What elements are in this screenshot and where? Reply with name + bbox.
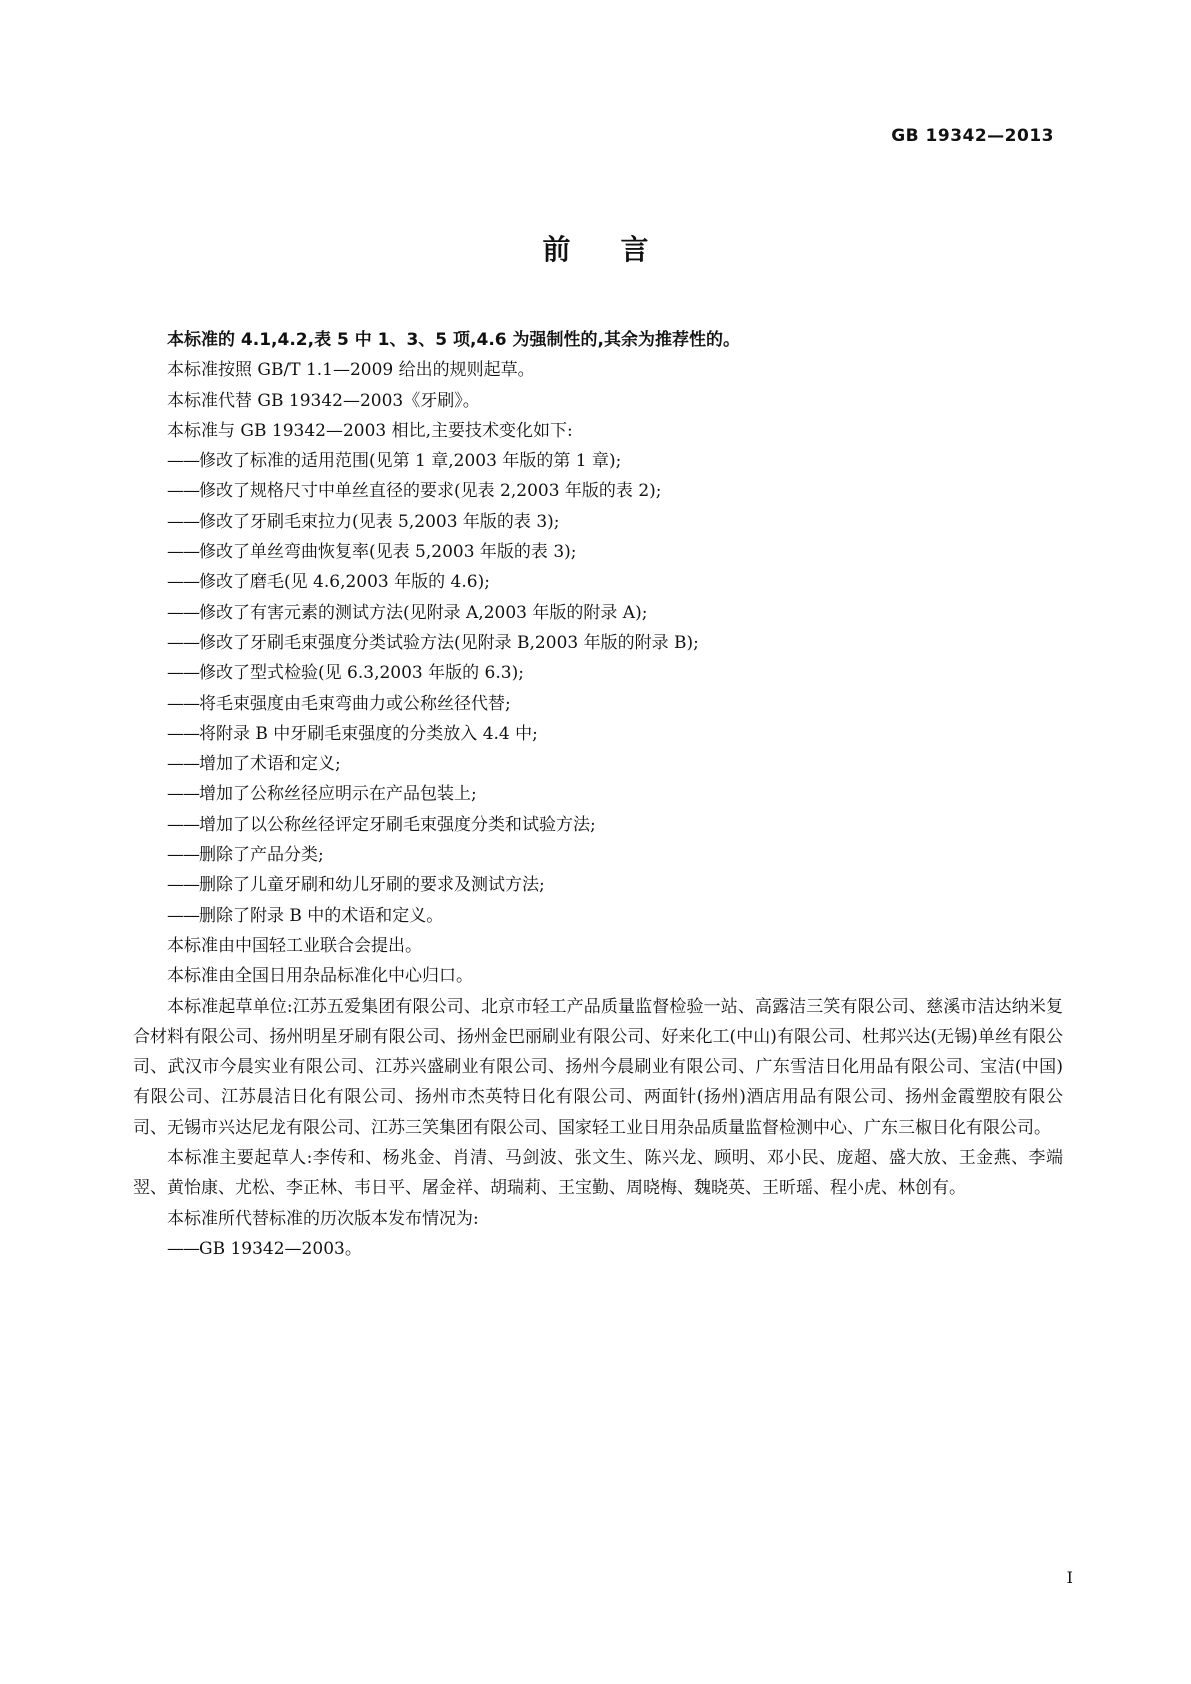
dash-mark: ——: [167, 451, 199, 472]
standard-number: GB 19342—2013: [891, 126, 1054, 146]
change-item: ——修改了磨毛(见 4.6,2003 年版的 4.6);: [133, 567, 1063, 597]
changes-intro: 本标准与 GB 19342—2003 相比,主要技术变化如下:: [167, 420, 573, 441]
dash-mark: ——: [167, 481, 199, 502]
dash-mark: ——: [167, 784, 199, 805]
changes-list: [133, 446, 1063, 931]
change-item: ——修改了规格尺寸中单丝直径的要求(见表 2,2003 年版的表 2);: [133, 476, 1063, 506]
dash-mark: ——: [167, 511, 199, 532]
proposer-statement: 本标准由中国轻工业联合会提出。: [167, 935, 422, 956]
drafting-rule: 本标准按照 GB/T 1.1—2009 给出的规则起草。: [167, 360, 535, 381]
foreword-body: [133, 325, 1063, 1264]
main-drafters: 本标准主要起草人:李传和、杨兆金、肖清、马剑波、张文生、陈兴龙、顾明、邓小民、庞超、盛大放、王金燕、李端翌、黄怡康、尤松、李正林、韦日平、屠金祥、胡瑞莉、王宝勤、周晓梅、魏晓英、王昕瑶、程小虎、林创有。: [133, 1148, 1063, 1199]
change-item: ——删除了儿童牙刷和幼儿牙刷的要求及测试方法;: [133, 870, 1063, 900]
dash-mark: ——: [167, 1238, 199, 1259]
dash-mark: ——: [167, 905, 199, 926]
mandatory-clause: 本标准的 4.1,4.2,表 5 中 1、3、5 项,4.6 为强制性的,其余为推荐性的。: [167, 330, 741, 350]
dash-mark: ——: [167, 693, 199, 714]
drafting-units: 本标准起草单位:江苏五爱集团有限公司、北京市轻工产品质量监督检验一站、高露洁三笑有限公司、慈溪市洁达纳米复合材料有限公司、扬州明星牙刷有限公司、扬州金巴丽刷业有限公司、好来化工(中山)有限公司、杜邦兴达(无锡)单丝有限公司、武汉市今晨实业有限公司、江苏兴盛刷业有限公司、扬州今晨刷业有限公司、广东雪洁日化用品有限公司、宝洁(中国)有限公司、江苏晨洁日化有限公司、扬州市杰英特日化有限公司、两面针(扬州)酒店用品有限公司、扬州金霞塑胶有限公司、无锡市兴达尼龙有限公司、江苏三笑集团有限公司、国家轻工业日用杂品质量监督检测中心、广东三椒日化有限公司。: [133, 996, 1063, 1138]
change-item: ——删除了附录 B 中的术语和定义。: [133, 901, 1063, 931]
change-item: ——修改了有害元素的测试方法(见附录 A,2003 年版的附录 A);: [133, 598, 1063, 628]
change-item: ——删除了产品分类;: [133, 840, 1063, 870]
dash-mark: ——: [167, 723, 199, 744]
dash-mark: ——: [167, 814, 199, 835]
centralized-statement: 本标准由全国日用杂品标准化中心归口。: [167, 966, 473, 987]
change-item: ——修改了牙刷毛束强度分类试验方法(见附录 B,2003 年版的附录 B);: [133, 628, 1063, 658]
dash-mark: ——: [167, 542, 199, 563]
change-item: ——将毛束强度由毛束弯曲力或公称丝径代替;: [133, 689, 1063, 719]
dash-mark: ——: [167, 632, 199, 653]
change-item: ——将附录 B 中牙刷毛束强度的分类放入 4.4 中;: [133, 719, 1063, 749]
change-item: ——修改了单丝弯曲恢复率(见表 5,2003 年版的表 3);: [133, 537, 1063, 567]
change-item: ——增加了术语和定义;: [133, 749, 1063, 779]
history-intro: 本标准所代替标准的历次版本发布情况为:: [167, 1208, 479, 1229]
change-item: ——修改了型式检验(见 6.3,2003 年版的 6.3);: [133, 658, 1063, 688]
dash-mark: ——: [167, 602, 199, 623]
dash-mark: ——: [167, 875, 199, 896]
dash-mark: ——: [167, 663, 199, 684]
page-number: I: [1066, 1568, 1073, 1587]
change-item: ——修改了牙刷毛束拉力(见表 5,2003 年版的表 3);: [133, 507, 1063, 537]
change-item: ——修改了标准的适用范围(见第 1 章,2003 年版的第 1 章);: [133, 446, 1063, 476]
dash-mark: ——: [167, 754, 199, 775]
history-item: ——GB 19342—2003。: [133, 1234, 1063, 1264]
change-item: ——增加了公称丝径应明示在产品包装上;: [133, 779, 1063, 809]
replaces-statement: 本标准代替 GB 19342—2003《牙刷》。: [167, 390, 480, 411]
dash-mark: ——: [167, 572, 199, 593]
change-item: ——增加了以公称丝径评定牙刷毛束强度分类和试验方法;: [133, 810, 1063, 840]
page-title: 前言: [542, 233, 699, 266]
dash-mark: ——: [167, 845, 199, 866]
